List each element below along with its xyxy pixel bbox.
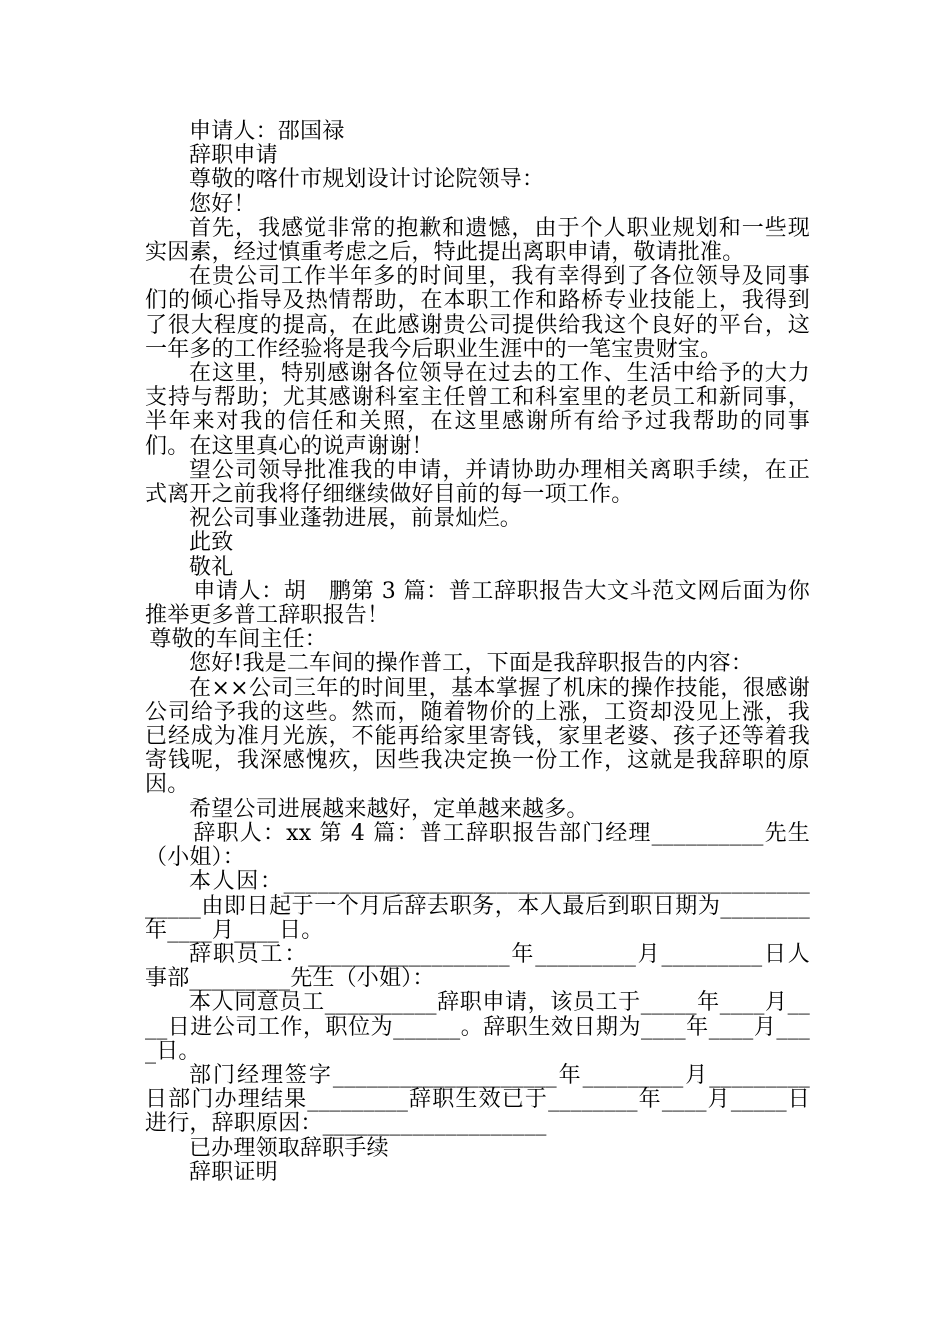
body-paragraph: 首先，我感觉非常的抱歉和遗憾，由于个人职业规划和一些现实因素，经过慎重考虑之后，特此提出离职申请，敬请批准。 xyxy=(145,215,810,266)
form-manager-line: 部门经理签字____________________年_________月_________日部门办理结果_________辞职生效已于________年____月_____日进行，辞职原因：____________________ xyxy=(145,1062,810,1137)
applicant-line: 申请人：邵国禄 xyxy=(189,119,345,144)
form-employee-line: 辞职员工：__________________年_________月_________日人事部_________先生（小姐）： xyxy=(145,941,810,992)
body-paragraph: 望公司领导批准我的申请，并请协助办理相关离职手续，在正式离开之前我将仔细继续做好目前的每一项工作。 xyxy=(145,457,810,508)
greeting: 您好!我是二车间的操作普工，下面是我辞职报告的内容： xyxy=(189,651,754,677)
body-paragraph: 在贵公司工作半年多的时间里，我有幸得到了各位领导及同事们的倾心指导及热情帮助，在本职工作和路桥专业技能上，我得到了很大程度的提高，在此感谢贵公司提供给我这个良好的平台，这一年多的工作经验将是我今后职业生涯中的一笔宝贵财宝。 xyxy=(145,264,810,362)
form-approval-line: 本人同意员工__________辞职申请，该员工于_____年____月____日进公司工作，职位为______。辞职生效日期为____年____月____日。 xyxy=(145,990,810,1064)
closing-salute: 敬礼 xyxy=(189,554,234,580)
salutation: 尊敬的车间主任： xyxy=(149,627,327,653)
salutation: 尊敬的喀什市规划设计讨论院领导： xyxy=(189,167,545,193)
applicant-and-article-title: 申请人：胡 鹏第 3 篇：普工辞职报告大文斗范文网后面为你推举更多普工辞职报告！ xyxy=(145,578,810,629)
form-reason-line: 本人因：____________________________________________________由即日起于一个月后辞去职务，本人最后到职日期为________年____月____日。 xyxy=(145,869,810,943)
resigner-and-article-title: 辞职人：xx 第 4 篇：普工辞职报告部门经理__________先生（小姐）： xyxy=(145,820,810,871)
closing-wish: 希望公司进展越来越好，定单越来越多。 xyxy=(189,796,589,822)
document-page xyxy=(145,120,810,1185)
body-paragraph: 在这里，特别感谢各位领导在过去的工作、生活中给予的大力支持与帮助；尤其感谢科室主任曾工和科室里的老员工和新同事，半年来对我的信任和关照，在这里感谢所有给予过我帮助的同事们。在这里真心的说声谢谢！ xyxy=(145,361,810,459)
form-certificate-line: 辞职证明 xyxy=(189,1159,278,1185)
body-paragraph: 在××公司三年的时间里，基本掌握了机床的操作技能，很感谢公司给予我的这些。然而，随着物价的上涨，工资却没见上涨，我已经成为准月光族，不能再给家里寄钱，家里老婆、孩子还等着我寄钱呢，我深感愧疚，因些我决定换一份工作，这就是我辞职的原因。 xyxy=(145,675,810,798)
closing-phrase: 此致 xyxy=(189,530,234,556)
closing-wish: 祝公司事业蓬勃进展，前景灿烂。 xyxy=(189,506,523,532)
resignation-title: 辞职申请 xyxy=(189,143,278,169)
form-procedure-line: 已办理领取辞职手续 xyxy=(189,1135,389,1161)
greeting: 您好！ xyxy=(189,191,256,217)
